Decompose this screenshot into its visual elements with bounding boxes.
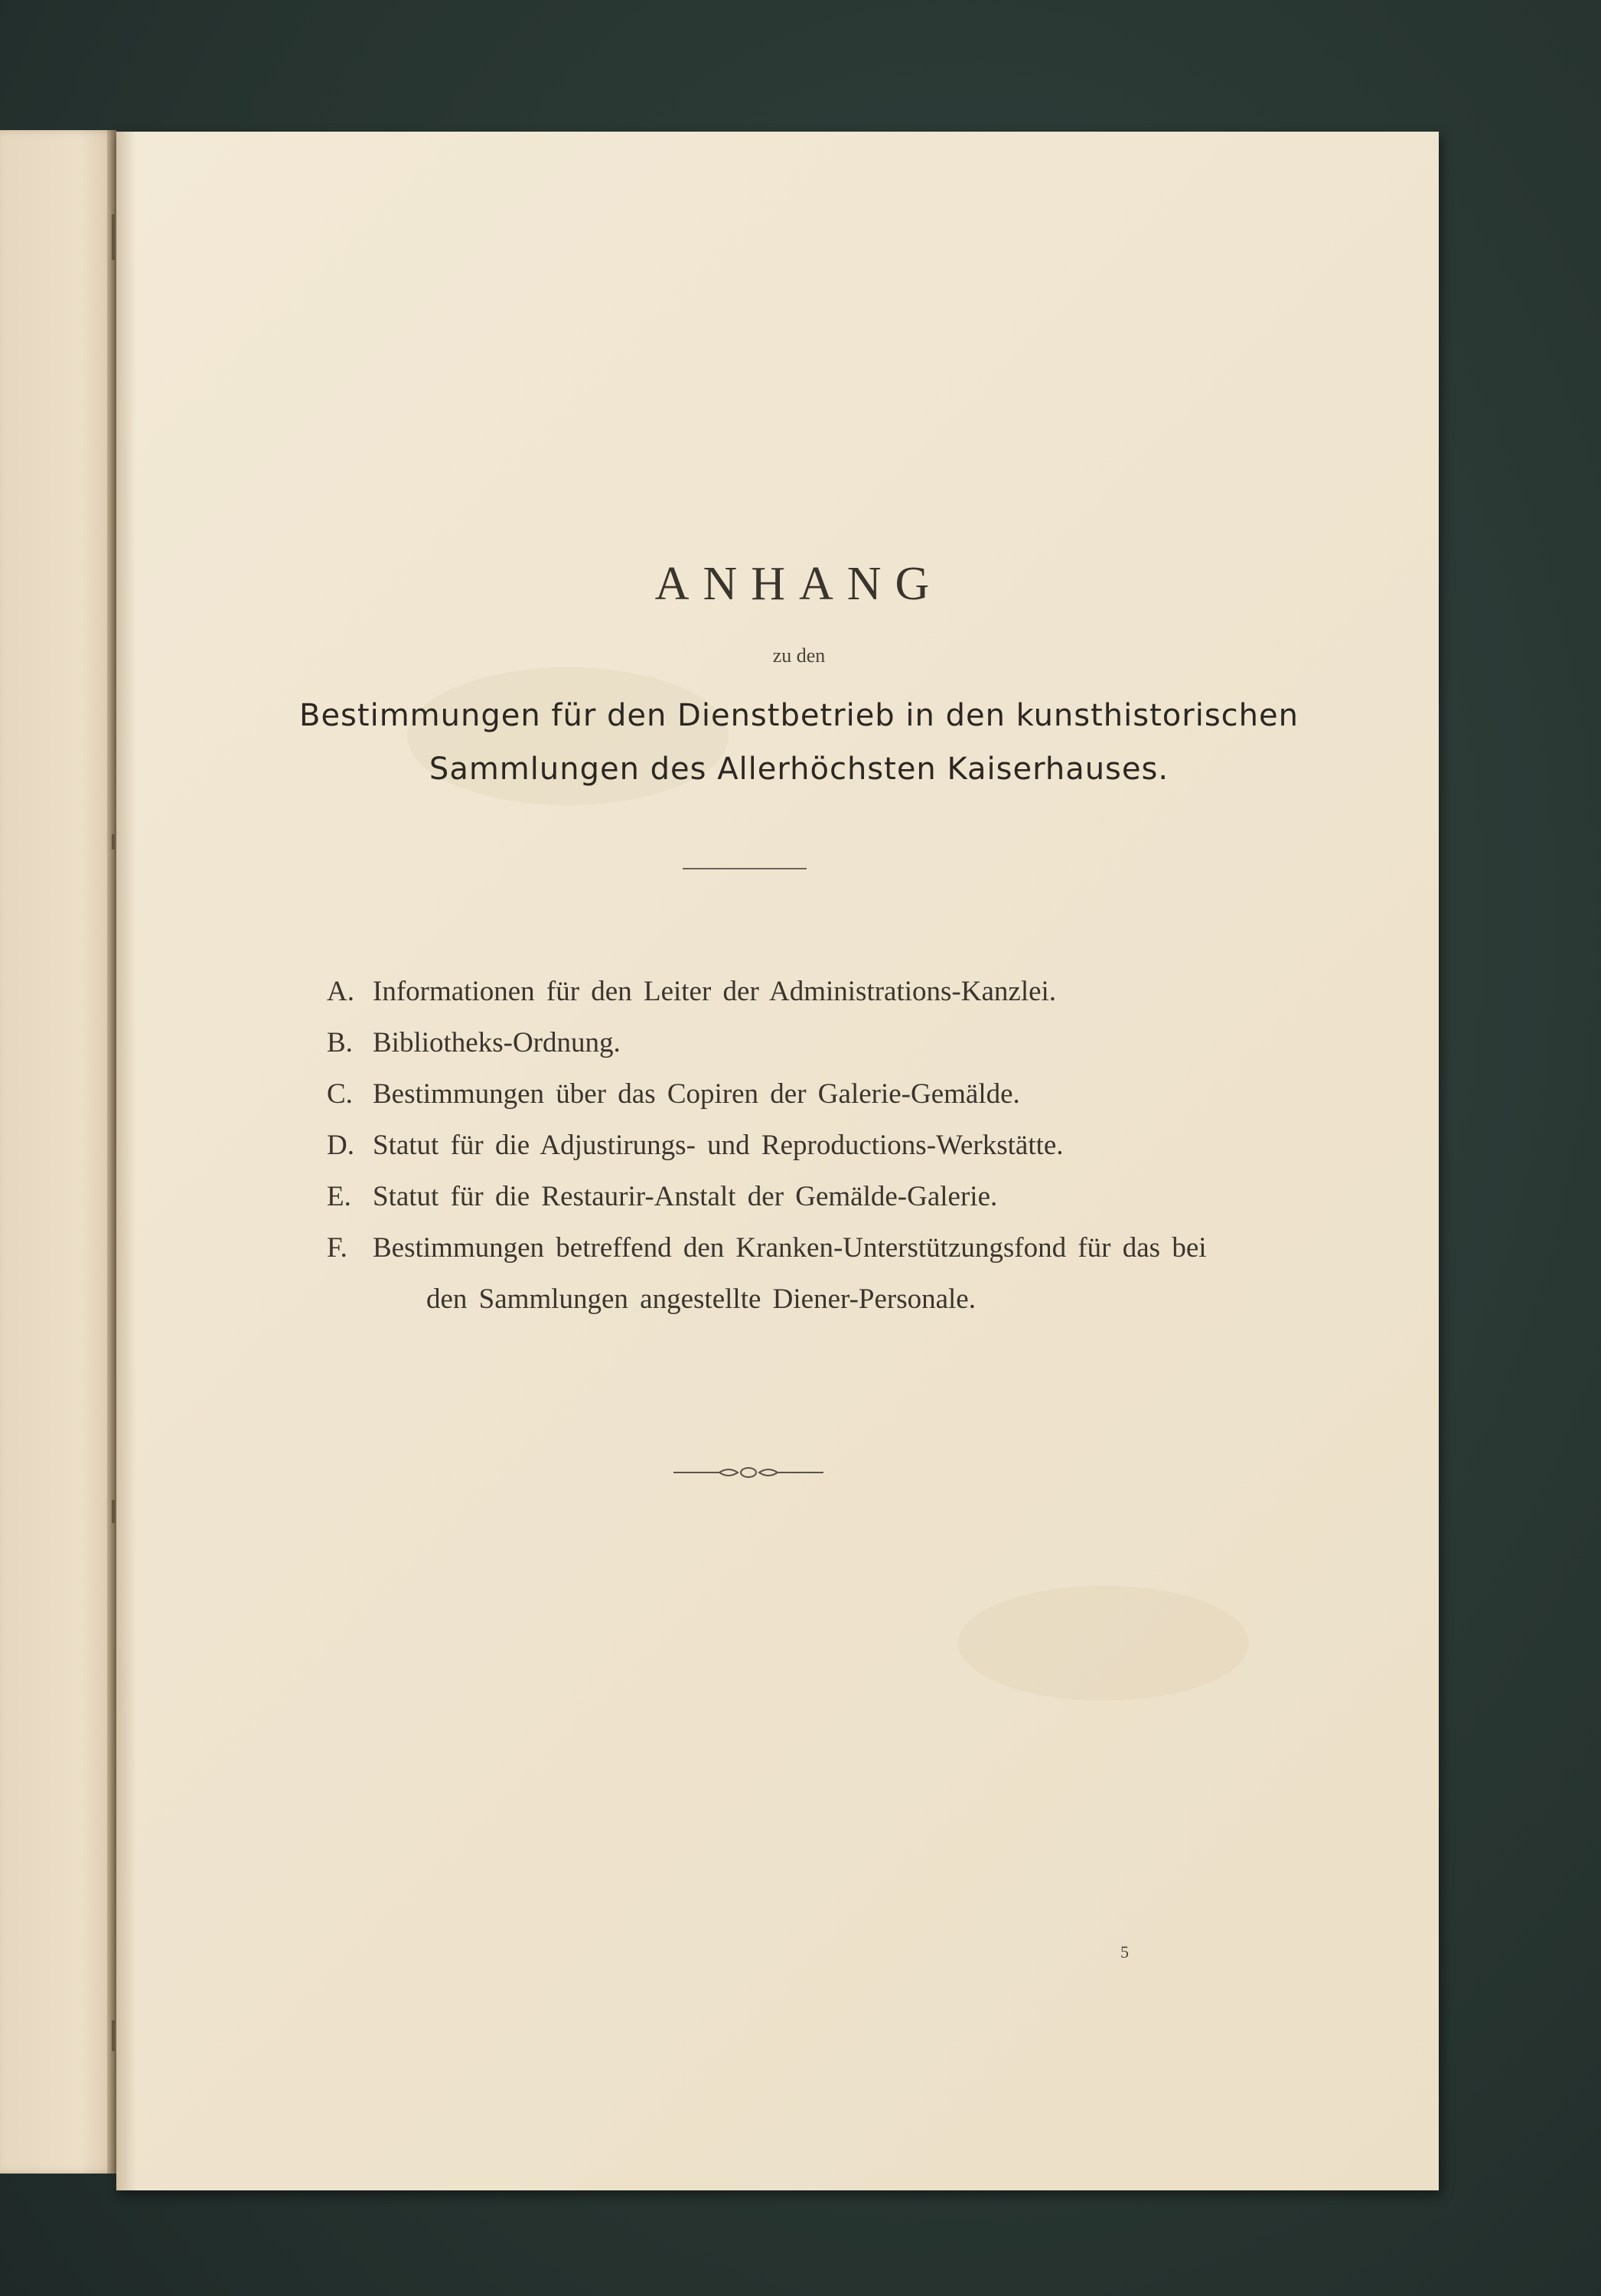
document-page bbox=[116, 132, 1439, 2190]
left-page-edge bbox=[0, 130, 116, 2174]
toc-text: Bibliotheks-Ordnung. bbox=[373, 1027, 621, 1058]
heading-line-1: Bestimmungen für den Dienstbetrieb in den kunsthistorischen bbox=[299, 698, 1299, 733]
binding-stitch bbox=[112, 1500, 115, 1523]
document-subtitle: zu den bbox=[772, 644, 826, 667]
toc-item-c bbox=[327, 1068, 1414, 1120]
heading-line-2: Sammlungen des Allerhöchsten Kaiserhauses. bbox=[429, 752, 1169, 787]
toc-letter: B. bbox=[327, 1027, 353, 1058]
toc-text: Informationen für den Leiter der Administrations-Kanzlei. bbox=[373, 976, 1057, 1007]
toc-letter: E. bbox=[327, 1181, 351, 1212]
toc-letter: D. bbox=[327, 1130, 354, 1161]
toc-text: Bestimmungen über das Copiren der Galerie-Gemälde. bbox=[373, 1078, 1020, 1110]
toc-item-b bbox=[327, 1017, 1414, 1068]
toc-letter: A. bbox=[327, 976, 354, 1007]
toc-item-f bbox=[327, 1222, 1414, 1274]
toc-item-a bbox=[327, 966, 1414, 1017]
toc-letter: C. bbox=[327, 1078, 353, 1110]
divider-rule bbox=[683, 868, 807, 869]
ornament-divider-icon bbox=[673, 1463, 823, 1482]
toc-item-f-continuation: den Sammlungen angestellte Diener-Personale. bbox=[426, 1283, 976, 1315]
binding-stitch bbox=[112, 834, 115, 850]
toc-text: Bestimmungen betreffend den Kranken-Unterstützungsfond für das bei bbox=[373, 1232, 1207, 1264]
paper-stain bbox=[958, 1586, 1249, 1701]
toc-text: Statut für die Restaurir-Anstalt der Gemälde-Galerie. bbox=[373, 1181, 998, 1212]
table-of-contents bbox=[327, 966, 1414, 1325]
toc-text: Statut für die Adjustirungs- und Reproductions-Werkstätte. bbox=[373, 1130, 1064, 1161]
toc-item-e bbox=[327, 1171, 1414, 1222]
binding-stitch bbox=[112, 214, 115, 260]
document-title: ANHANG bbox=[654, 558, 944, 610]
binding-stitch bbox=[112, 2020, 115, 2051]
page-number: 5 bbox=[1120, 1942, 1129, 1962]
toc-item-d bbox=[327, 1120, 1414, 1171]
toc-letter: F. bbox=[327, 1232, 347, 1264]
